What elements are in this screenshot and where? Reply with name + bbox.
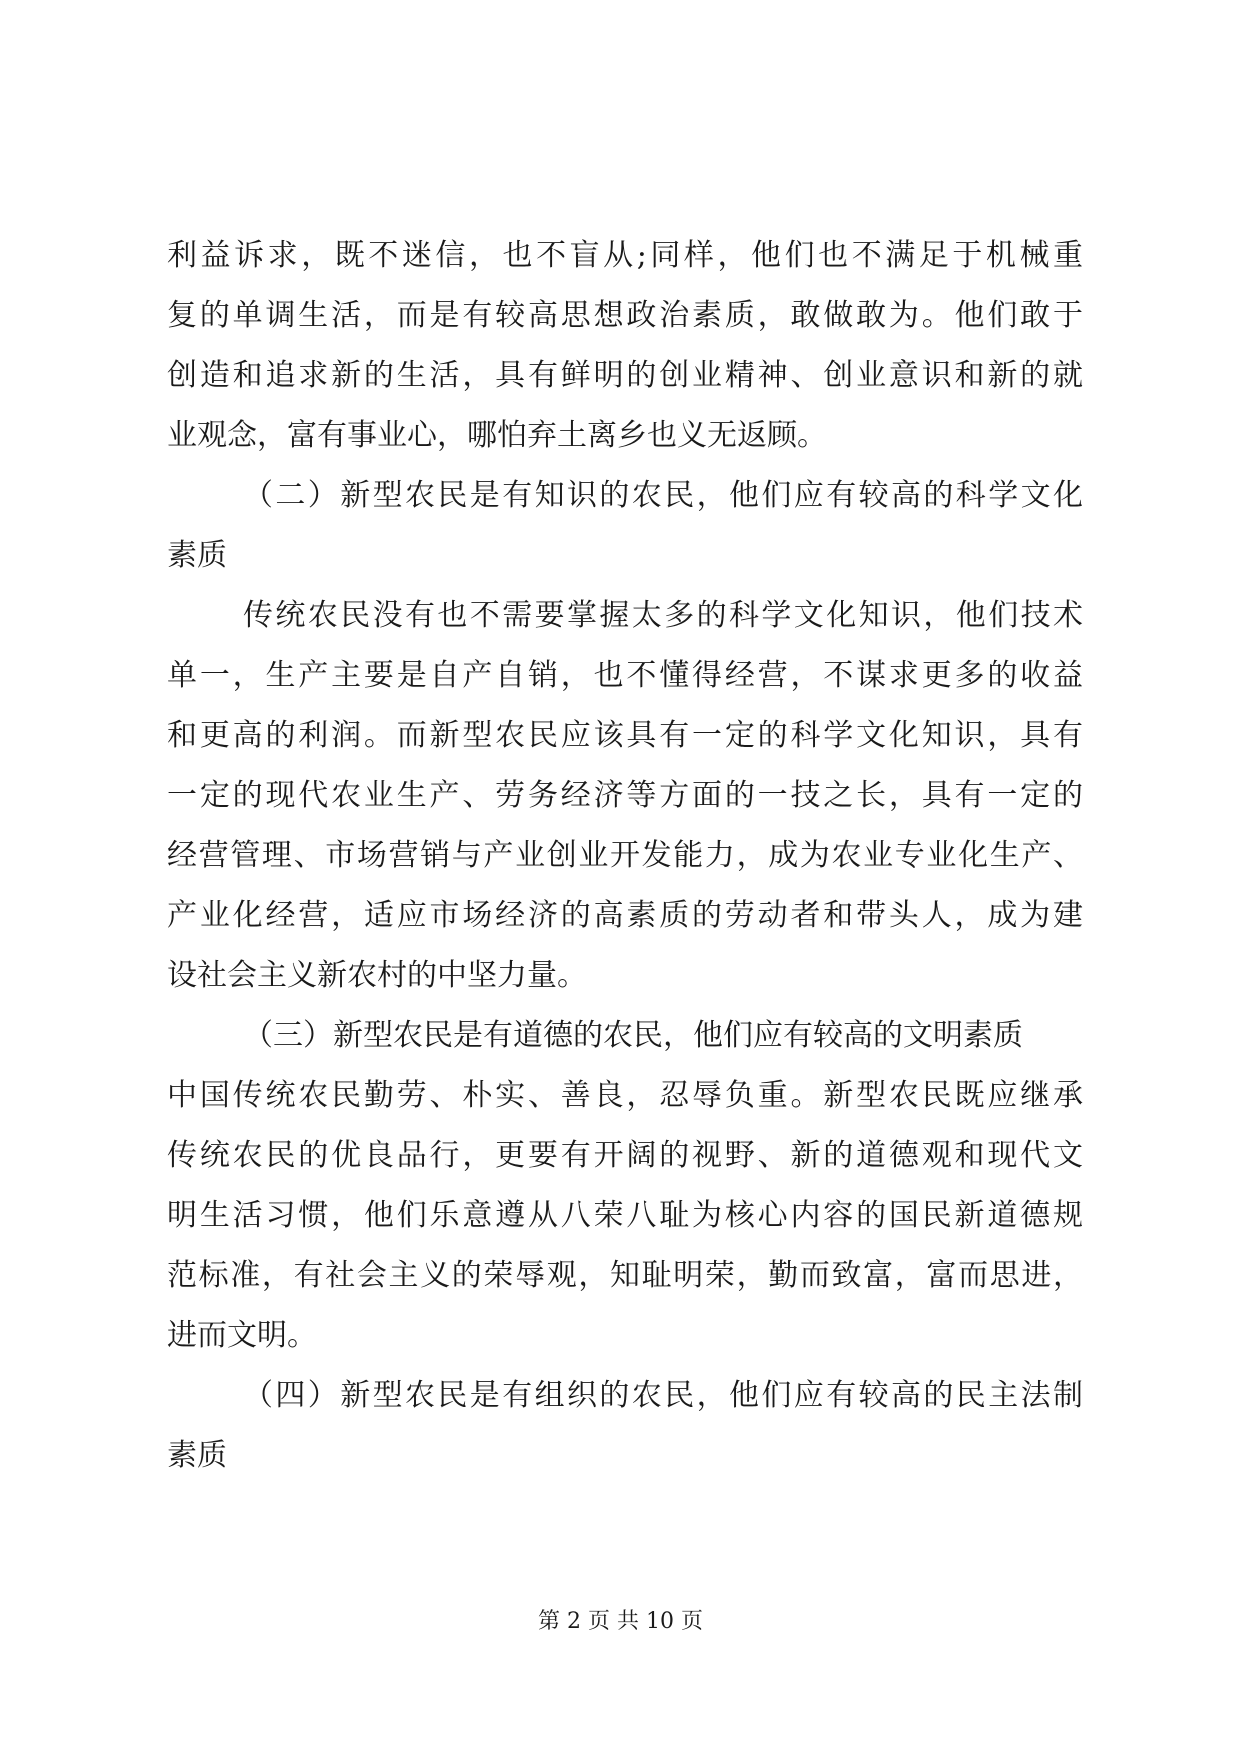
text-line: 一定的现代农业生产、劳务经济等方面的一技之长，具有一定的 <box>167 778 1083 813</box>
page-number-footer: 第 2 页 共 10 页 <box>538 1609 703 1634</box>
text-line: 传统农民没有也不需要掌握太多的科学文化知识，他们技术 <box>243 598 1083 633</box>
text-line: 创造和追求新的生活，具有鲜明的创业精神、创业意识和新的就 <box>167 358 1083 393</box>
text-line: 产业化经营，适应市场经济的高素质的劳动者和带头人，成为建 <box>167 898 1083 933</box>
text-line: 业观念，富有事业心，哪怕弃土离乡也义无返顾。 <box>167 418 827 453</box>
section-heading-line: 素质 <box>167 538 227 573</box>
text-line: 进而文明。 <box>167 1318 317 1353</box>
document-body <box>167 226 1083 1486</box>
text-line: 利益诉求，既不迷信，也不盲从;同样，他们也不满足于机械重 <box>167 238 1083 273</box>
text-line: 范标准，有社会主义的荣辱观，知耻明荣，勤而致富，富而思进， <box>167 1258 1083 1293</box>
section-heading-line: （三）新型农民是有道德的农民，他们应有较高的文明素质 <box>243 1018 1023 1053</box>
text-line: 明生活习惯，他们乐意遵从八荣八耻为核心内容的国民新道德规 <box>167 1198 1083 1233</box>
text-line: 中国传统农民勤劳、朴实、善良，忍辱负重。新型农民既应继承 <box>167 1078 1083 1113</box>
text-line: 设社会主义新农村的中坚力量。 <box>167 958 587 993</box>
text-line: 和更高的利润。而新型农民应该具有一定的科学文化知识，具有 <box>167 718 1083 753</box>
section-heading-line: 素质 <box>167 1438 227 1473</box>
text-line: 经营管理、市场营销与产业创业开发能力，成为农业专业化生产、 <box>167 838 1083 873</box>
text-line: 复的单调生活，而是有较高思想政治素质，敢做敢为。他们敢于 <box>167 298 1083 333</box>
section-heading-line: （二）新型农民是有知识的农民，他们应有较高的科学文化 <box>243 478 1083 513</box>
text-line: 单一，生产主要是自产自销，也不懂得经营，不谋求更多的收益 <box>167 658 1083 693</box>
section-heading-line: （四）新型农民是有组织的农民，他们应有较高的民主法制 <box>243 1378 1083 1413</box>
text-line: 传统农民的优良品行，更要有开阔的视野、新的道德观和现代文 <box>167 1138 1083 1173</box>
